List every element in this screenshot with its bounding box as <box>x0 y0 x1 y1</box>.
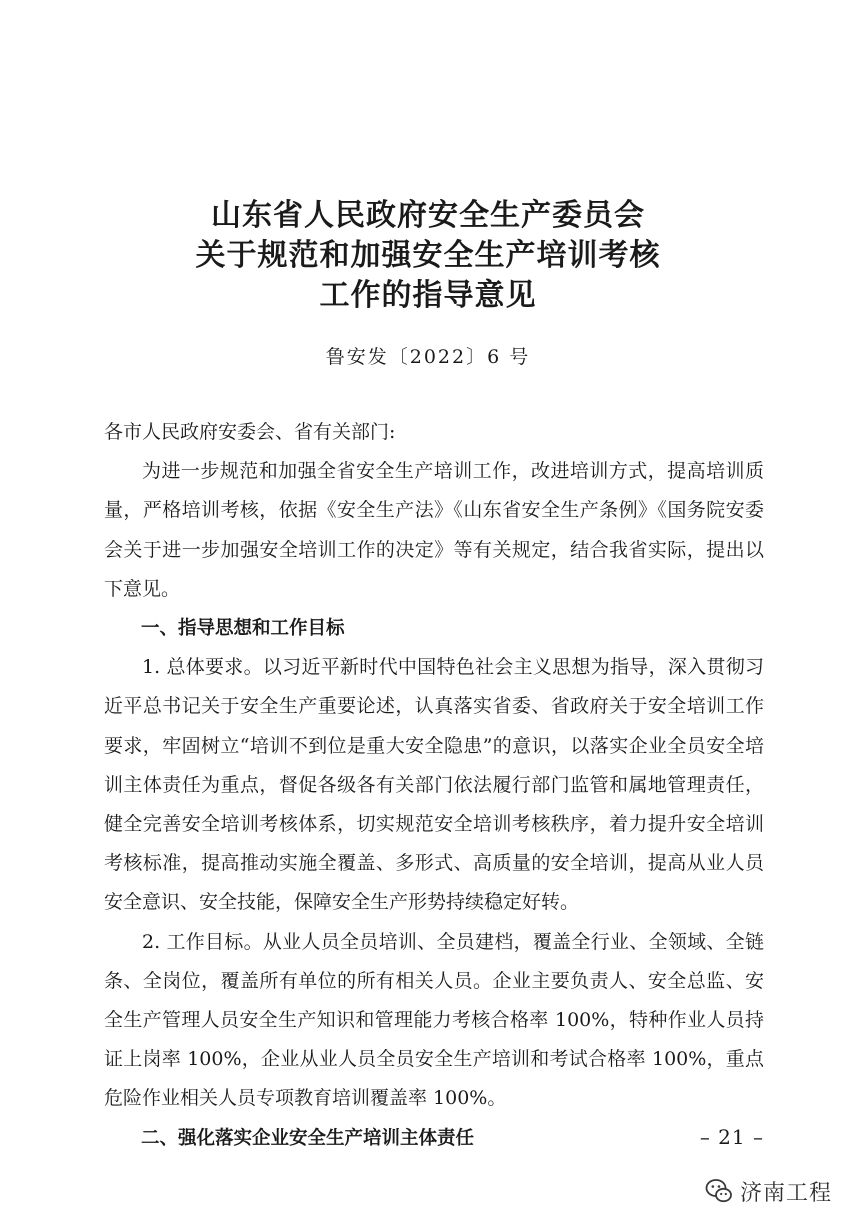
intro-paragraph: 为进一步规范和加强全省安全生产培训工作，改进培训方式，提高培训质量，严格培训考核，依据《安全生产法》《山东省安全生产条例》《国务院安委会关于进一步加强安全培训工作的决定》等有关规定，结合我省实际，提出以下意见。 <box>104 460 764 600</box>
section-1-item-1: 1. 总体要求。以习近平新时代中国特色社会主义思想为指导，深入贯彻习近平总书记关于安全生产重要论述，认真落实省委、省政府关于安全培训工作要求，牢固树立“培训不到位是重大安全隐患”的意识，以落实企业全员安全培训主体责任为重点，督促各级各有关部门依法履行部门监管和属地管理责任，健全完善安全培训考核体系，切实规范安全培训考核秩序，着力提升安全培训考核标准，提高推动实施全覆盖、多形式、高质量的安全培训，提高从业人员安全意识、安全技能，保障安全生产形势持续稳定好转。 <box>104 656 764 914</box>
section-2-heading: 二、强化落实企业安全生产培训主体责任 <box>141 1127 475 1149</box>
watermark <box>704 1174 832 1208</box>
section-1-heading: 一、指导思想和工作目标 <box>141 618 345 640</box>
title-line-1: 山东省人民政府安全生产委员会 <box>211 198 645 233</box>
document-number: 鲁安发〔2022〕6 号 <box>325 346 531 368</box>
page-number: – 21 – <box>699 1125 764 1149</box>
title-line-3: 工作的指导意见 <box>319 278 537 313</box>
document-body <box>104 413 764 1158</box>
watermark-text: 济南工程 <box>739 1180 832 1206</box>
salutation: 各市人民政府安委会、省有关部门: <box>104 421 396 443</box>
document-title <box>0 196 856 316</box>
section-1-item-2: 2. 工作目标。从业人员全员培训、全员建档，覆盖全行业、全领域、全链条、全岗位，覆盖所有单位的所有相关人员。企业主要负责人、安全总监、安全生产管理人员安全生产知识和管理能力考核合格率 100%，特种作业人员持证上岗率 100%，企业从业人员全员安全生产培训和考试合格率 100%，重点危险作业相关人员专项教育培训覆盖率 100%。 <box>104 930 764 1110</box>
wechat-icon <box>704 1176 734 1206</box>
title-line-2: 关于规范和加强安全生产培训考核 <box>195 238 661 273</box>
